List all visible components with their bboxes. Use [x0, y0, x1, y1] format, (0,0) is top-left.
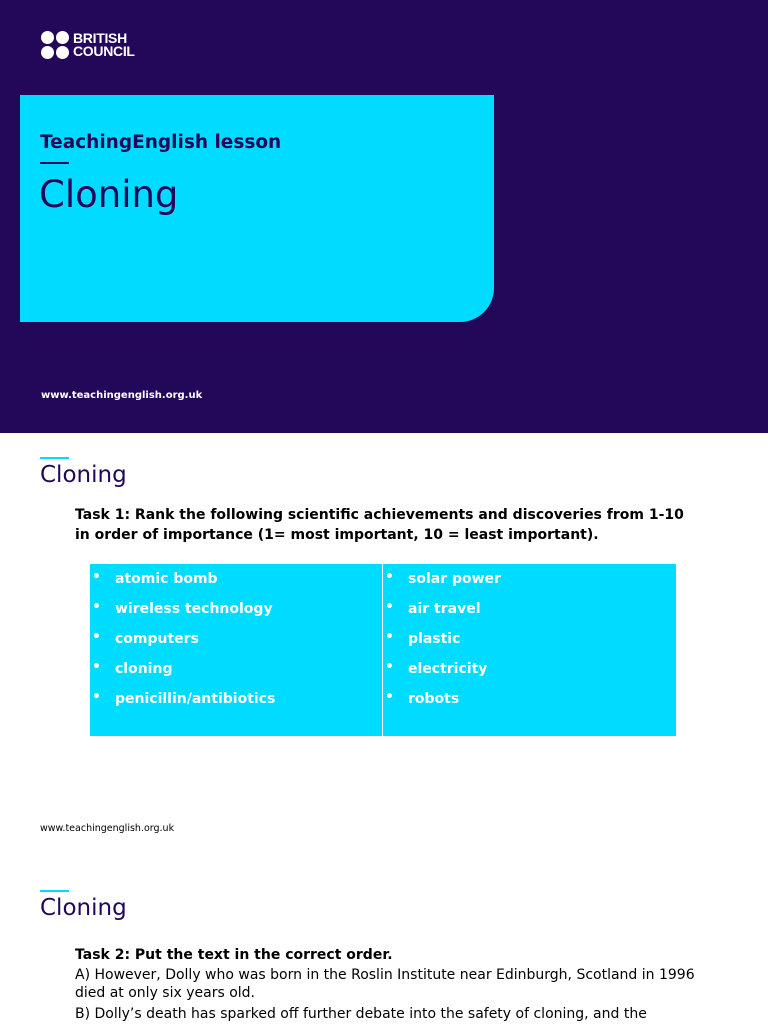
paragraph-b: B) Dolly’s death has sparked off further debate into the safety of cloning, and the [75, 1006, 647, 1022]
ranking-column-left [90, 564, 383, 736]
ranking-item [383, 631, 676, 661]
ranking-column-right [383, 564, 676, 736]
ranking-item-label: robots [408, 691, 460, 707]
bullet-icon: • [385, 629, 394, 645]
ranking-item [90, 661, 382, 691]
ranking-item-label: atomic bomb [115, 571, 218, 587]
ranking-item [90, 631, 382, 661]
bullet-icon: • [92, 659, 101, 675]
bullet-icon: • [92, 569, 101, 585]
bullet-icon: • [92, 689, 101, 705]
bullet-icon: • [385, 689, 394, 705]
paragraph-a: A) However, Dolly who was born in the Roslin Institute near Edinburgh, Scotland in 1996 died at only six years old. [75, 967, 695, 1001]
page2-heading: Cloning [40, 462, 127, 488]
bullet-icon: • [92, 599, 101, 615]
section-rule [40, 890, 69, 892]
cover-url: www.teachingenglish.org.uk [41, 390, 203, 401]
ranking-item-label: penicillin/antibiotics [115, 691, 276, 707]
bullet-icon: • [385, 599, 394, 615]
ranking-item [90, 571, 382, 601]
ranking-item-label: electricity [408, 661, 488, 677]
logo-line-2: COUNCIL [73, 43, 135, 59]
page3-heading: Cloning [40, 895, 127, 921]
bullet-icon: • [92, 629, 101, 645]
ranking-item [383, 571, 676, 601]
cover-page [0, 0, 768, 433]
ranking-item-label: plastic [408, 631, 461, 647]
cover-title: Cloning [39, 173, 179, 216]
ranking-item [90, 601, 382, 631]
task1-instructions: Task 1: Rank the following scientific achievements and discoveries from 1-10 in order of importance (1= most important, 10 = least important). [75, 507, 684, 543]
ranking-item [90, 691, 382, 721]
ranking-box [90, 564, 676, 736]
ranking-item-label: computers [115, 631, 199, 647]
title-box [20, 95, 494, 322]
ranking-item [383, 601, 676, 631]
logo-line-1: BRITISH [73, 30, 127, 46]
task2-instructions: Task 2: Put the text in the correct order. [75, 947, 393, 963]
logo-dots-icon [41, 31, 69, 59]
title-rule [40, 162, 69, 164]
page2-url: www.teachingenglish.org.uk [40, 823, 175, 834]
section-rule [40, 457, 69, 459]
ranking-item [383, 691, 676, 721]
ranking-item-label: solar power [408, 571, 501, 587]
bullet-icon: • [385, 569, 394, 585]
ranking-item-label: air travel [408, 601, 481, 617]
ranking-item-label: wireless technology [115, 601, 273, 617]
lesson-label: TeachingEnglish lesson [40, 132, 282, 153]
ranking-item-label: cloning [115, 661, 173, 677]
ranking-item [383, 661, 676, 691]
british-council-logo [41, 31, 135, 59]
bullet-icon: • [385, 659, 394, 675]
